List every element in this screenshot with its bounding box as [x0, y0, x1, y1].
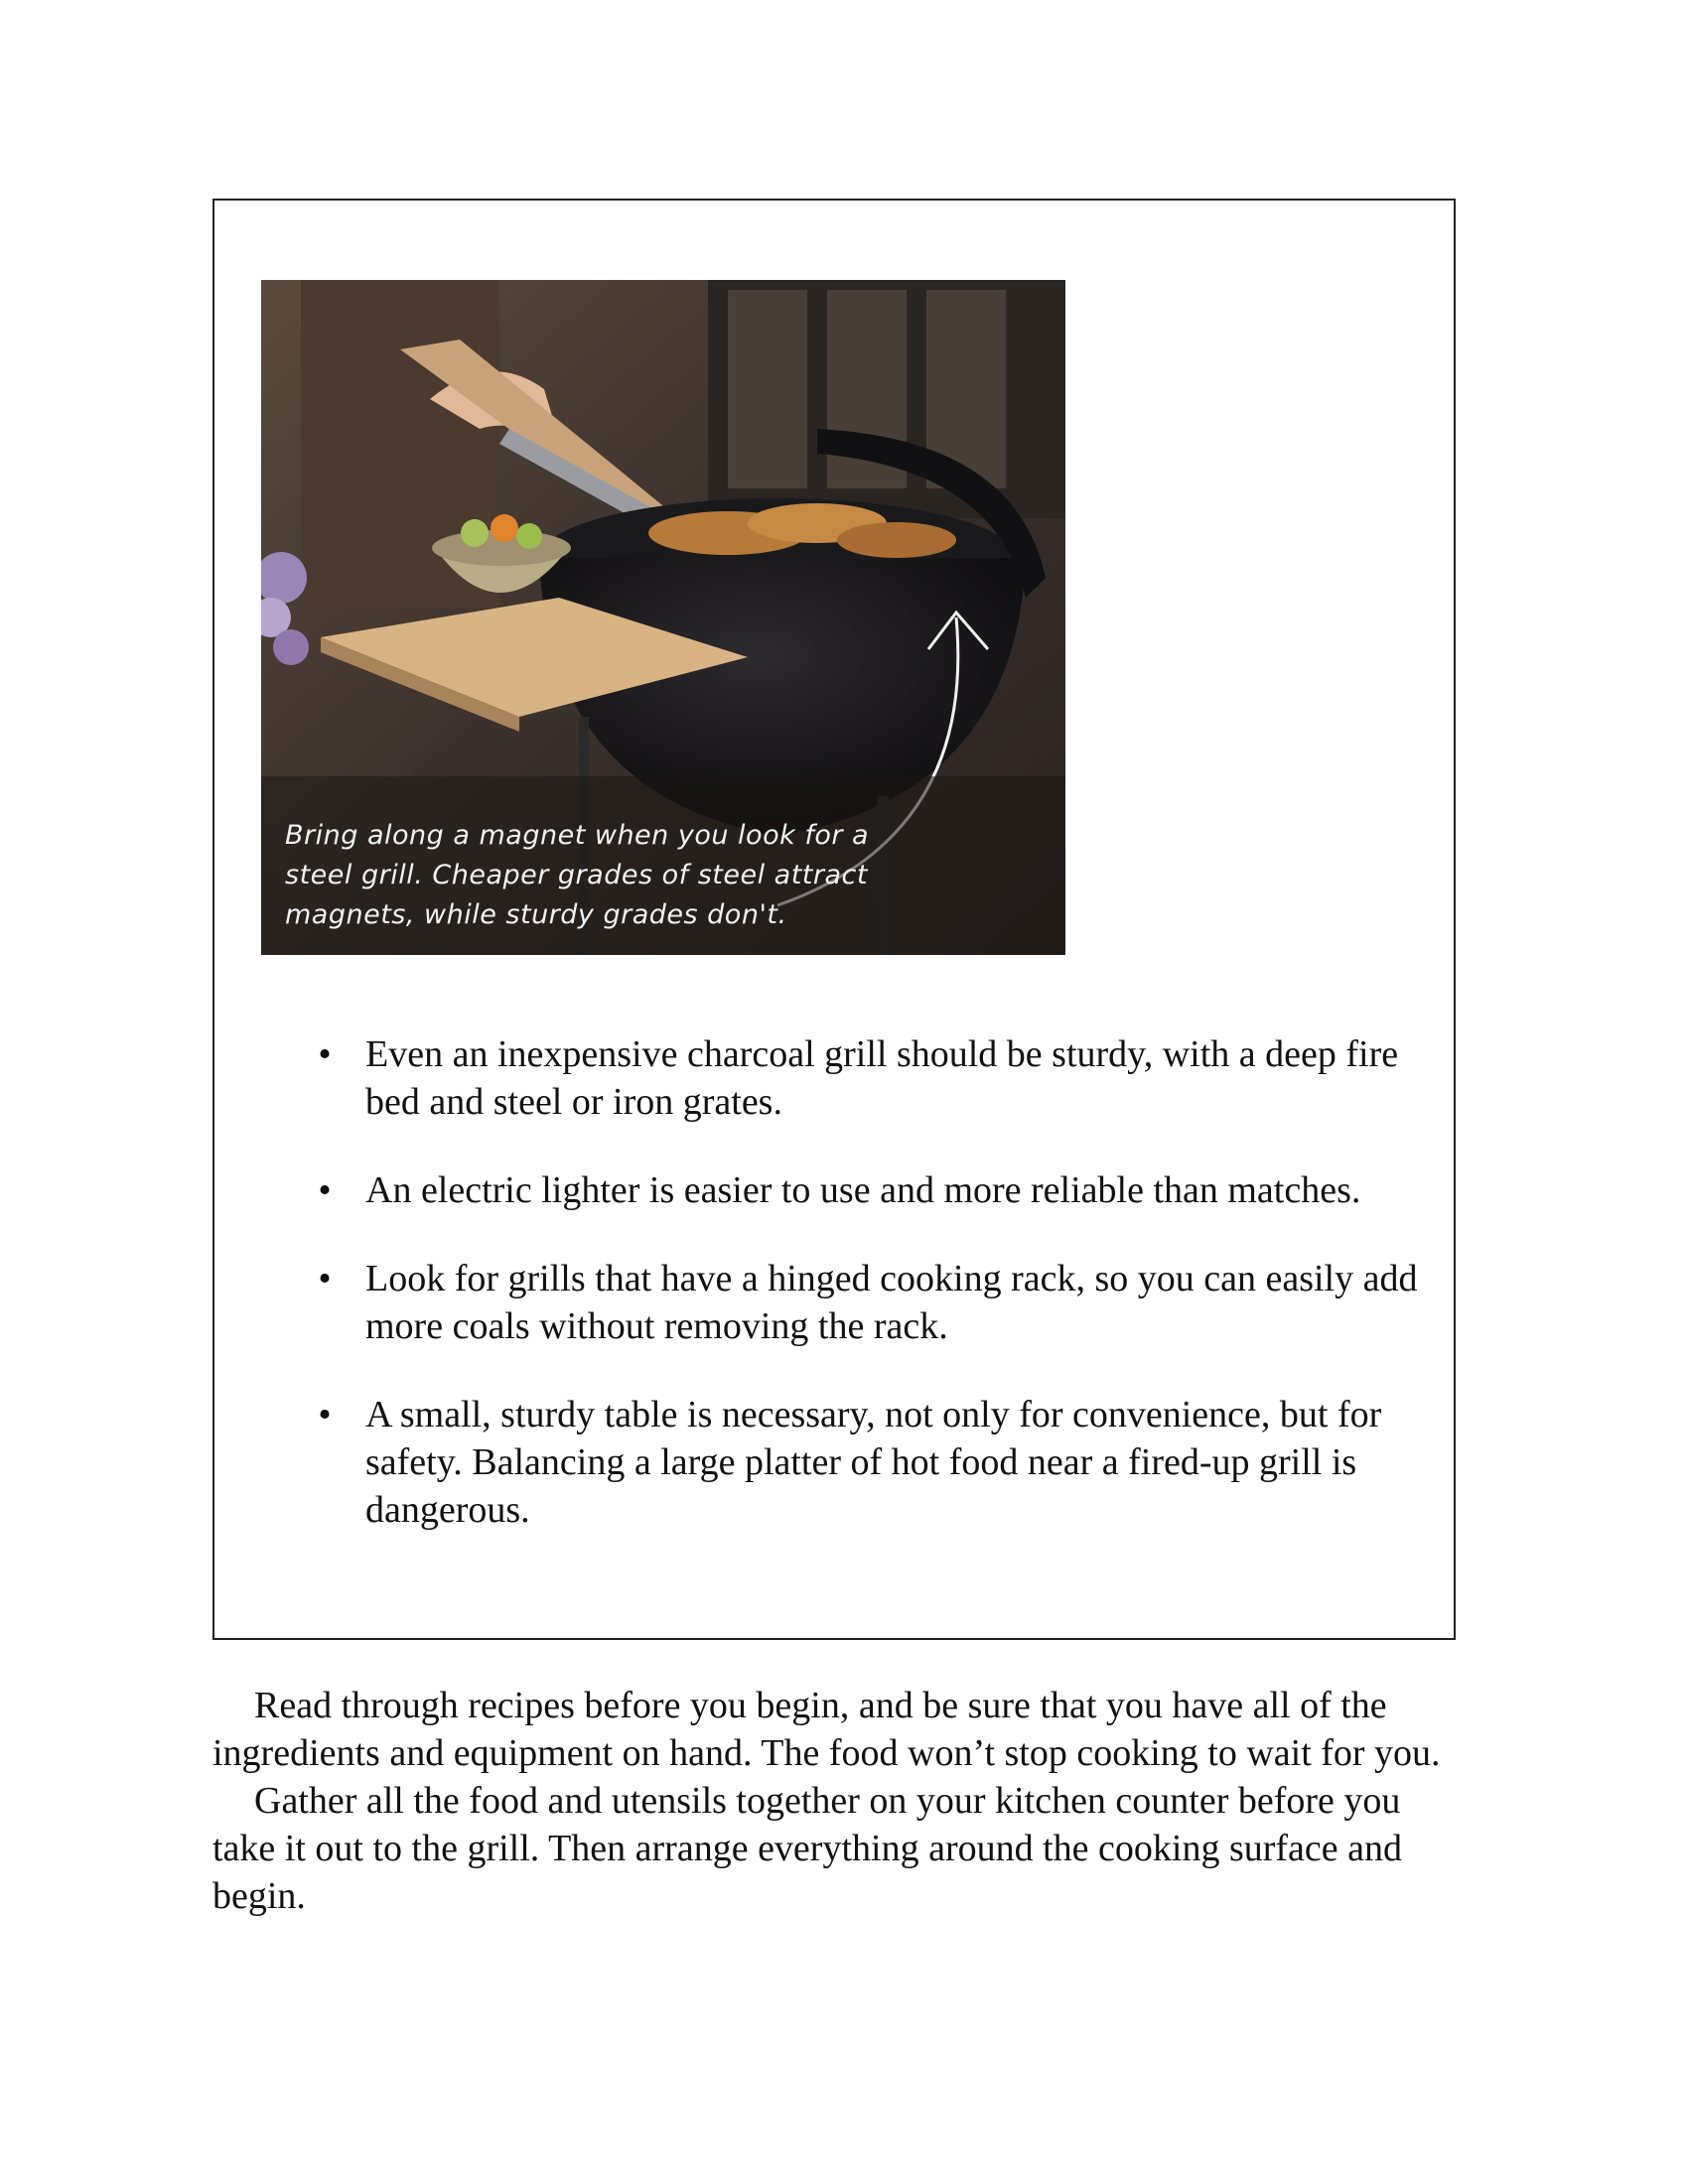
tip-text: A small, sturdy table is necessary, not only for convenience, but for safety. Balancing a large platter of hot food near a fired-up grill is dangerous.: [365, 1394, 1382, 1531]
list-item: [310, 1255, 1432, 1350]
tip-text: Look for grills that have a hinged cooking rack, so you can easily add more coals without removing the rack.: [365, 1258, 1418, 1347]
paragraph: Read through recipes before you begin, and be sure that you have all of the ingredients and equipment on hand. The food won’t stop cooking to wait for you.: [212, 1685, 1441, 1774]
bullet-icon: •: [318, 1169, 332, 1211]
bullet-icon: •: [318, 1258, 332, 1299]
photo-caption: [285, 816, 881, 935]
list-item: [310, 1391, 1432, 1534]
body-text: [212, 1682, 1464, 1920]
caption-line: Bring along a magnet when you look for a: [285, 820, 870, 851]
tip-text: Even an inexpensive charcoal grill should be sturdy, with a deep fire bed and steel or iron grates.: [365, 1033, 1399, 1123]
bullet-icon: •: [318, 1394, 332, 1435]
paragraph: Gather all the food and utensils together on your kitchen counter before you take it out to the grill. Then arrange everything around the cooking surface and begin.: [212, 1780, 1403, 1917]
list-item: [310, 1166, 1432, 1214]
grill-photo: [261, 280, 1065, 955]
caption-line: magnets, while sturdy grades don't.: [285, 899, 787, 930]
list-item: [310, 1030, 1432, 1126]
tip-text: An electric lighter is easier to use and more reliable than matches.: [365, 1169, 1361, 1211]
tip-sidebar-box: [212, 199, 1456, 1640]
bullet-icon: •: [318, 1033, 332, 1075]
tips-list: [310, 1030, 1432, 1574]
caption-line: steel grill. Cheaper grades of steel attract: [285, 860, 868, 890]
